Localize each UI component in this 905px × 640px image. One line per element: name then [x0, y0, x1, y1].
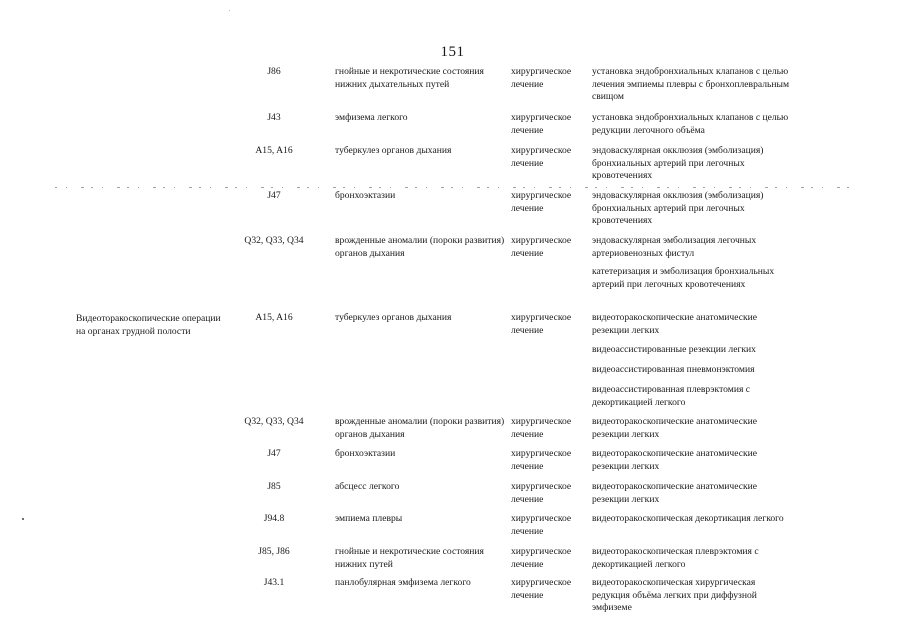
method-cell: видеоторакоскопическая плеврэктомия с декортикацией легкого — [592, 546, 759, 570]
method-cell: эндоваскулярная эмболизация легочных артериовенозных фистул — [592, 235, 757, 259]
diagnosis-cell: бронхоэктазии — [335, 448, 396, 459]
scan-speck — [229, 10, 230, 11]
method-cell: эндоваскулярная окклюзия (эмболизация) бронхиальных артерий при легочных кровотечениях — [592, 190, 764, 227]
treatment-cell: хирургическое лечение — [511, 235, 572, 259]
diagnosis-cell: абсцесс легкого — [335, 481, 400, 492]
code-cell: J43.1 — [263, 577, 285, 588]
code-cell: J94.8 — [263, 513, 285, 524]
treatment-cell: хирургическое лечение — [511, 145, 572, 169]
method-cell: видеоторакоскопические анатомические резекции легких — [592, 481, 758, 505]
code-cell: J85, J86 — [258, 546, 290, 557]
treatment-cell: хирургическое лечение — [511, 546, 572, 570]
treatment-cell: хирургическое лечение — [511, 513, 572, 537]
method-cell: катетеризация и эмболизация бронхиальных артерий при легочных кровотечениях — [592, 266, 775, 290]
treatment-cell: хирургическое лечение — [511, 416, 572, 440]
diagnosis-cell: гнойные и некротические состояния нижних путей — [335, 546, 484, 570]
page-number: 151 — [440, 44, 465, 60]
code-cell: J86 — [267, 66, 281, 77]
diagnosis-cell: врожденные аномалии (пороки развития) органов дыхания — [335, 235, 505, 259]
scan-speck — [22, 518, 24, 520]
code-cell: J47 — [267, 448, 281, 459]
treatment-cell: хирургическое лечение — [511, 112, 572, 136]
diagnosis-cell: эмпиема плевры — [335, 513, 403, 524]
diagnosis-cell: эмфизема легкого — [335, 112, 408, 123]
treatment-cell: хирургическое лечение — [511, 577, 572, 601]
section-title: Видеоторакоскопические операции на органах грудной полости — [76, 313, 221, 337]
diagnosis-cell: туберкулез органов дыхания — [335, 145, 452, 156]
method-cell: видеоассистированные резекции легких — [592, 344, 756, 355]
treatment-cell: хирургическое лечение — [511, 66, 572, 90]
method-cell: видеоассистированная пневмонэктомия — [592, 364, 755, 375]
code-cell: A15, A16 — [255, 145, 293, 156]
code-cell: Q32, Q33, Q34 — [244, 235, 304, 246]
diagnosis-cell: врожденные аномалии (пороки развития) органов дыхания — [335, 416, 505, 440]
method-cell: видеоторакоскопические анатомические резекции легких — [592, 448, 758, 472]
method-cell: установка эндобронхиальных клапанов с целью редукции легочного объёма — [592, 112, 789, 136]
treatment-cell: хирургическое лечение — [511, 190, 572, 214]
method-cell: видеоторакоскопическая хирургическая редукция объёма легких при диффузной эмфиземе — [592, 577, 757, 614]
code-cell: J43 — [267, 112, 281, 123]
code-cell: A15, A16 — [255, 312, 293, 323]
code-cell: J85 — [267, 481, 281, 492]
method-cell: видеоторакоскопические анатомические резекции легких — [592, 416, 758, 440]
treatment-cell: хирургическое лечение — [511, 481, 572, 505]
diagnosis-cell: бронхоэктазии — [335, 190, 396, 201]
diagnosis-cell: туберкулез органов дыхания — [335, 312, 452, 323]
method-cell: видеоассистированная плеврэктомия с декортикацией легкого — [592, 384, 751, 408]
treatment-cell: хирургическое лечение — [511, 448, 572, 472]
method-cell: эндоваскулярная окклюзия (эмболизация) бронхиальных артерий при легочных кровотечениях — [592, 145, 764, 182]
code-cell: J47 — [267, 190, 281, 201]
scan-artifact-line — [55, 186, 855, 189]
diagnosis-cell: гнойные и некротические состояния нижних дыхательных путей — [335, 66, 484, 90]
method-cell: видеоторакоскопическая декортикация легкого — [592, 513, 784, 524]
method-cell: установка эндобронхиальных клапанов с целью лечения эмпиемы плевры с бронхоплевральным свищом — [592, 66, 790, 103]
treatment-cell: хирургическое лечение — [511, 312, 572, 336]
method-cell: видеоторакоскопические анатомические резекции легких — [592, 312, 758, 336]
diagnosis-cell: панлобулярная эмфизема легкого — [335, 577, 471, 588]
code-cell: Q32, Q33, Q34 — [244, 416, 304, 427]
